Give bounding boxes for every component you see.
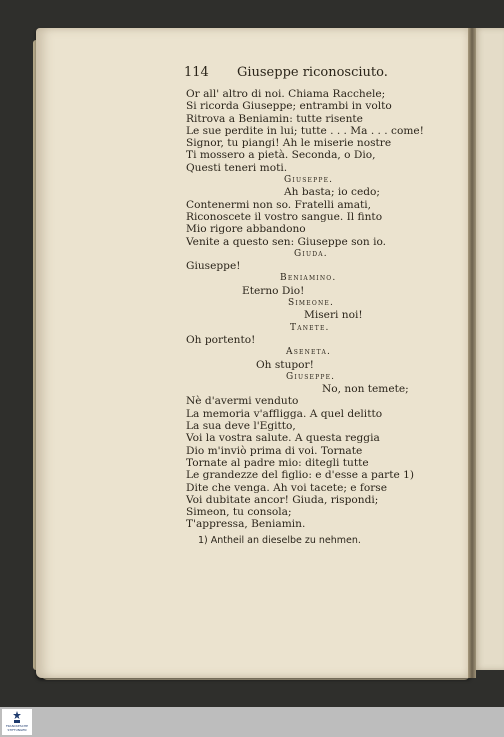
verse-line: Le sue perdite in lui; tutte . . . Ma . . . come!: [186, 124, 424, 137]
speaker-name: Giuseppe.: [286, 371, 336, 382]
verse-line: Contenermi non so. Fratelli amati,: [186, 198, 372, 211]
page-number: 114: [184, 65, 209, 80]
page-header: [184, 65, 388, 80]
verse-line: Si ricorda Giuseppe; entrambi in volto: [186, 100, 392, 113]
footnote: 1) Antheil an dieselbe zu nehmen.: [198, 534, 361, 546]
book-gutter: [468, 28, 476, 678]
verse-line: La sua deve l'Egitto,: [186, 420, 296, 433]
verse-line: Eterno Dio!: [242, 284, 305, 297]
verse-line: Nè d'avermi venduto: [186, 395, 299, 408]
verse-line: Dite che venga. Ah voi tacete; e forse: [186, 481, 387, 494]
verse-line: Venite a questo sen: Giuseppe son io.: [186, 235, 387, 248]
verse-line: Riconoscete il vostro sangue. Il finto: [186, 210, 383, 223]
verse-line: Voi dubitate ancor! Giuda, rispondi;: [186, 493, 379, 506]
verse-line: Mio rigore abbandono: [186, 223, 306, 236]
page-text: [186, 88, 456, 547]
verse-line: Oh portento!: [186, 333, 256, 346]
verse-line: Dio m'inviò prima di voi. Tornate: [186, 444, 363, 457]
verse-line: T'appressa, Beniamin.: [186, 518, 306, 531]
speaker-name: Simeone.: [288, 298, 335, 309]
verse-line: Ah basta; io cedo;: [284, 186, 380, 199]
speaker-name: Tanete.: [290, 322, 330, 333]
verse-line: Questi teneri moti.: [186, 161, 288, 174]
speaker-name: Beniamino.: [280, 273, 337, 284]
speaker-name: Aseneta.: [286, 347, 332, 358]
library-logo[interactable]: [2, 709, 32, 735]
speaker-name: Giuseppe.: [284, 175, 334, 186]
verse-line: Tornate al padre mio: ditegli tutte: [186, 456, 369, 469]
verse-line: Le grandezze del figlio: e d'esse a parte 1): [186, 469, 414, 482]
verse-line: No, non temete;: [322, 383, 409, 396]
verse-line: Giuseppe!: [186, 260, 241, 273]
verse-line: Miseri noi!: [304, 309, 363, 322]
verse-line: Signor, tu piangi! Ah le miserie nostre: [186, 137, 392, 150]
running-title: Giuseppe riconosciuto.: [236, 65, 388, 80]
verse-line: La memoria v'affligga. A quel delitto: [186, 407, 383, 420]
verse-line: Ritrova a Beniamin: tutte risente: [186, 112, 363, 125]
library-crest-icon: [12, 711, 22, 723]
facing-page-edge: [474, 28, 504, 670]
speaker-name: Giuda.: [294, 248, 328, 259]
viewer-footer-bar: [0, 707, 504, 737]
verse-line: Oh stupor!: [256, 358, 314, 371]
verse-line: Ti mossero a pietà. Seconda, o Dio,: [186, 149, 376, 162]
verse-line: Or all' altro di noi. Chiama Racchele;: [186, 88, 386, 100]
verse-line: Voi la vostra salute. A questa reggia: [186, 432, 380, 445]
verse-line: Simeon, tu consola;: [186, 506, 292, 519]
library-logo-text: FRANCKESCHE STIFTUNGEN: [5, 724, 29, 732]
